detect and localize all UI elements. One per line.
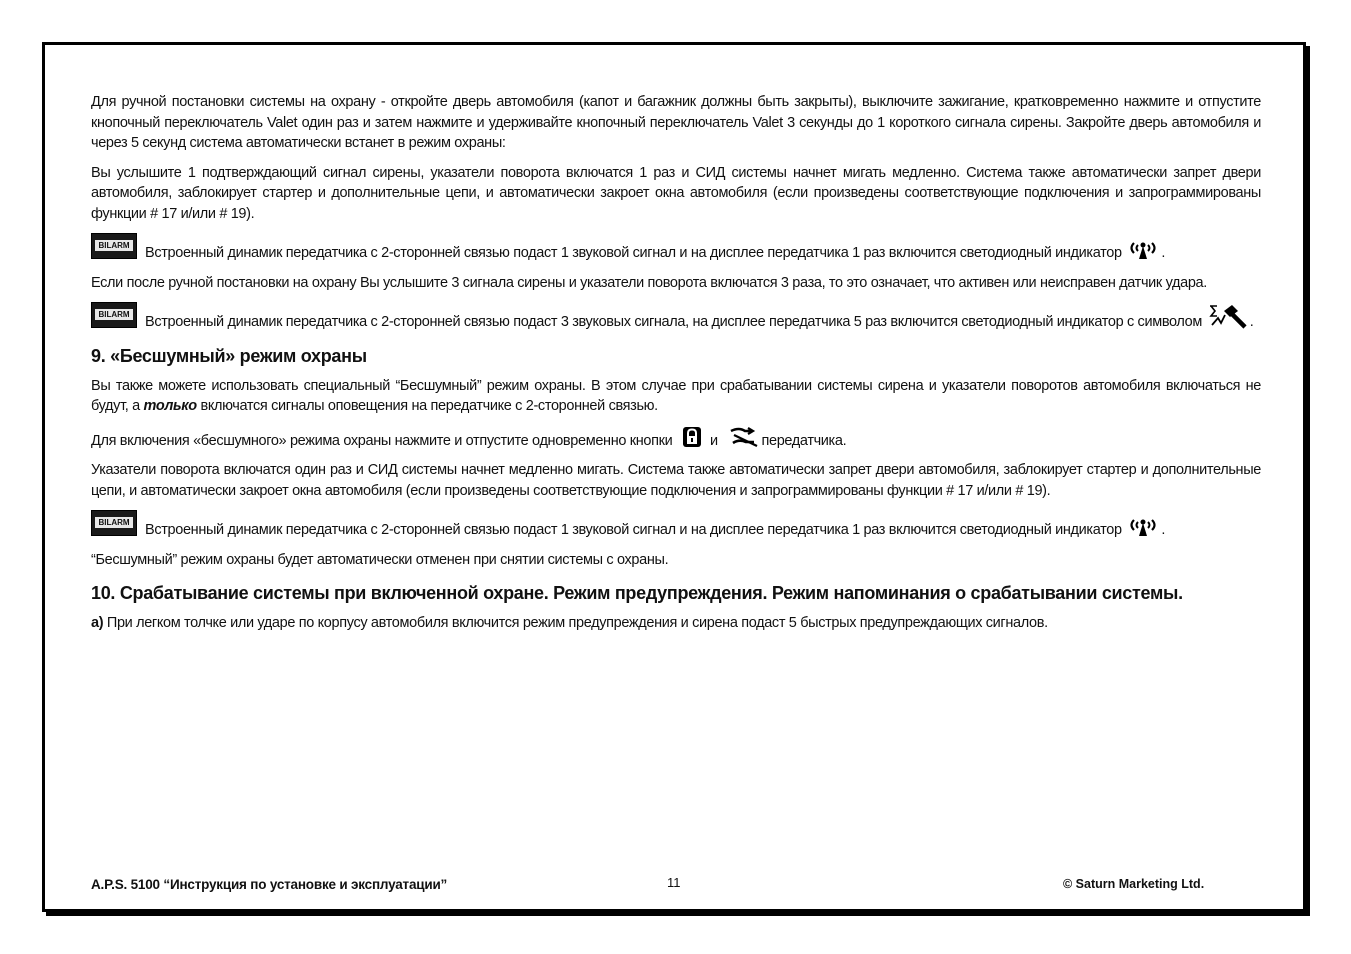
paragraph-silent-mode-cancel: “Бесшумный” режим охраны будет автоматически отменен при снятии системы с охраны. — [91, 551, 669, 568]
bilarm-logo-icon: BILARM — [91, 510, 137, 536]
footer-document-title: A.P.S. 5100 “Инструкция по установке и эксплуатации” — [91, 877, 448, 892]
paragraph-transmitter-note-1: BILARM Встроенный динамик передатчика с 2-сторонней связью подаст 1 звуковой сигнал и на дисплее передатчика 1 раз включится светодиодный индикатор . — [91, 233, 1261, 264]
page-content — [91, 92, 1261, 643]
shock-sensor-icon — [1208, 303, 1248, 329]
signal-antenna-icon — [1127, 240, 1159, 260]
paragraph-manual-arming: Для ручной постановки системы на охрану - откройте дверь автомобиля (капот и багажник должны быть закрыты), выключите зажигание, кратковременно нажмите и отпустите кнопочный переключатель Valet один раз и затем нажмите и удерживайте кнопочный переключатель Valet 3 секунды до 1 короткого сигнала сирены. Закройте дверь автомобиля и через 5 секунд система автоматически встанет в режим охраны: — [91, 94, 1261, 151]
paragraph-transmitter-note-3: BILARM Встроенный динамик передатчика с 2-сторонней связью подаст 1 звуковой сигнал и на дисплее передатчика 1 раз включится светодиодный индикатор . — [91, 510, 1261, 541]
page-number: 11 — [667, 875, 681, 890]
section-heading-alarm-triggering: 10. Срабатывание системы при включенной охране. Режим предупреждения. Режим напоминания о срабатывании системы. — [91, 583, 1183, 603]
paragraph-warning-mode: а) При легком толчке или ударе по корпусу автомобиля включится режим предупреждения и сирена подаст 5 быстрых предупреждающих сигналов. — [91, 615, 1048, 631]
paragraph-arming-confirmation: Вы услышите 1 подтверждающий сигнал сирены, указатели поворота включатся 1 раз и СИД системы начнет мигать медленно. Система также автоматически запрет двери автомобиля, заблокирует стартер и дополнительные цепи, и автоматически закроет окна автомобиля (если произведены соответствующие подключения и запрограммированы функции # 17 и/или # 19). — [91, 164, 1261, 222]
signal-antenna-icon — [1127, 517, 1159, 537]
paragraph-silent-mode-description: Вы также можете использовать специальный “Бесшумный” режим охраны. В этом случае при срабатывании системы сирена и указатели поворотов автомобиля включаться не будут, а только включатся сигналы оповещения на передатчике с 2-сторонней связью. — [91, 377, 1261, 414]
paragraph-shock-sensor-warning: Если после ручной постановки на охрану Вы услышите 3 сигнала сирены и указатели поворота включатся 3 раза, то это означает, что активен или неисправен датчик удара. — [91, 274, 1207, 291]
section-heading-silent-arming: 9. «Бесшумный» режим охраны — [91, 345, 367, 366]
paragraph-silent-mode-activation: Для включения «бесшумного» режима охраны нажмите и отпустите одновременно кнопки и передатчика. — [91, 426, 1261, 452]
footer-copyright: © Saturn Marketing Ltd. — [1063, 877, 1205, 891]
lock-icon — [682, 426, 702, 448]
paragraph-transmitter-note-2: BILARM Встроенный динамик передатчика с 2-сторонней связью подаст 3 звуковых сигнала, на дисплее передатчика 5 раз включится светодиодный индикатор с символом . — [91, 302, 1261, 333]
paragraph-silent-mode-behaviour: Указатели поворота включатся один раз и СИД системы начнет медленно мигать. Система также автоматически запрет двери автомобиля, заблокирует стартер и дополнительные цепи, и автоматически закроет окна автомобиля (если произведены соответствующие подключения и запрограммированы функции # 17 и/или # 19). — [91, 462, 1261, 499]
silent-button-icon — [729, 426, 759, 448]
bilarm-logo-icon: BILARM — [91, 233, 137, 259]
bilarm-logo-icon: BILARM — [91, 302, 137, 328]
